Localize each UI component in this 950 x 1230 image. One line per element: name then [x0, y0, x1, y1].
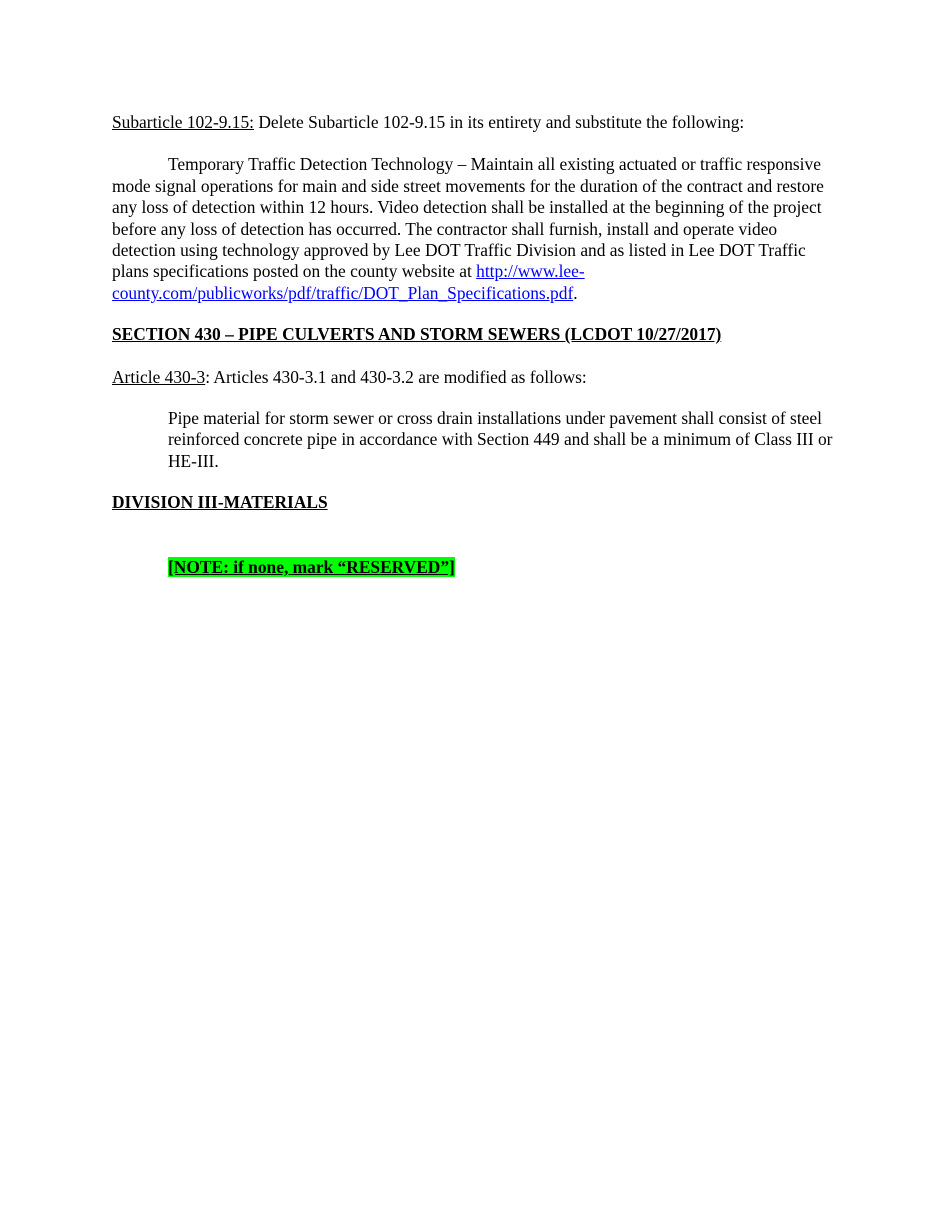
- article-text: : Articles 430-3.1 and 430-3.2 are modified as follows:: [205, 366, 587, 387]
- subarticle-text: Delete Subarticle 102-9.15 in its entirety and substitute the following:: [254, 112, 745, 132]
- document-page: [112, 112, 844, 578]
- temporary-traffic-detection-paragraph: [112, 154, 844, 304]
- article-430-3-paragraph: [112, 367, 844, 388]
- pipe-material-paragraph: Pipe material for storm sewer or cross drain installations under pavement shall consist of steel reinforced concrete pipe in accordance with Section 449 and shall be a minimum of Class III or HE-III.: [168, 408, 833, 471]
- specifications-link[interactable]: http://www.lee-county.com/publicworks/pdf/traffic/DOT_Plan_Specifications.pdf: [112, 261, 585, 303]
- detection-text: Temporary Traffic Detection Technology – Maintain all existing actuated or traffic responsive mode signal operations for main and side street movements for the duration of the contract and restore any loss of detection within 12 hours. Video detection shall be installed at the beginning of the project before any loss of detection has occurred. The contractor shall furnish, install and operate video detection using technology approved by Lee DOT Traffic Division and as listed in Lee DOT Traffic plans specifications posted on the county website at: [112, 154, 824, 282]
- article-label: Article 430-3: [112, 366, 206, 387]
- subarticle-label: Subarticle 102-9.15:: [112, 112, 254, 132]
- detection-end: .: [573, 282, 578, 303]
- note-paragraph: [112, 557, 844, 578]
- subarticle-paragraph: [112, 112, 844, 133]
- section-430-heading: SECTION 430 – PIPE CULVERTS AND STORM SEWERS (LCDOT 10/27/2017): [112, 324, 722, 345]
- division-iii-heading: DIVISION III-MATERIALS: [112, 492, 328, 513]
- reserved-note: [NOTE: if none, mark “RESERVED”]: [168, 556, 455, 577]
